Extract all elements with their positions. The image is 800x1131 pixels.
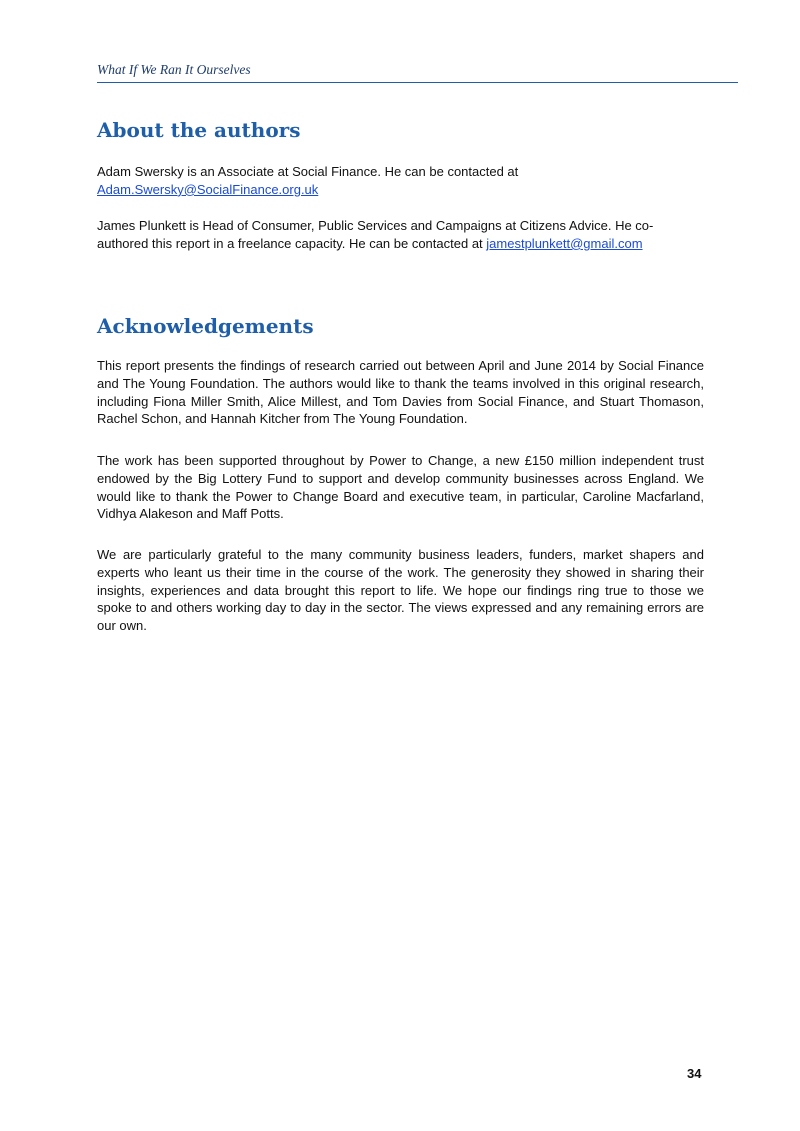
swersky-email-link[interactable]: Adam.Swersky@SocialFinance.org.uk [97,181,319,197]
plunkett-email-link[interactable]: jamestplunkett@gmail.com [486,235,643,251]
acknowledgements-paragraph-3: We are particularly grateful to the many community business leaders, funders, market shapers and experts who leant us their time in the course of the work. The generosity they showed in sharing their insights, experiences and data brought this report to life. We hope our findings ring true to those we spoke to and others working day to day in the sector. The views expressed and any remaining errors are our own. [97,547,704,634]
author-paragraph-swersky [97,163,704,199]
acknowledgements-paragraph-1: This report presents the findings of research carried out between April and June 2014 by Social Finance and The Young Foundation. The authors would like to thank the teams involved in this original research, including Fiona Miller Smith, Alice Millest, and Tom Davies from Social Finance, and Stuart Thomason, Rachel Schon, and Hannah Kitcher from The Young Foundation. [97,358,704,427]
acknowledgements-heading: Acknowledgements [97,314,314,338]
page-number: 34 [687,1066,702,1081]
acknowledgements-paragraph-2: The work has been supported throughout by Power to Change, a new £150 million independent trust endowed by the Big Lottery Fund to support and develop community businesses across England. We would like to thank the Power to Change Board and executive team, in particular, Caroline Macfarland, Vidhya Alakeson and Maff Potts. [97,453,704,522]
running-header: What If We Ran It Ourselves [97,62,738,83]
author-swersky-text: Adam Swersky is an Associate at Social Finance. He can be contacted at [97,164,519,179]
author-paragraph-plunkett [97,217,704,253]
author-plunkett-text-line1: James Plunkett is Head of Consumer, Public Services and Campaigns at Citizens Advice. He co- [97,218,654,233]
about-authors-heading: About the authors [97,118,301,142]
author-plunkett-text-line2: authored this report in a freelance capacity. He can be contacted at [97,235,487,251]
